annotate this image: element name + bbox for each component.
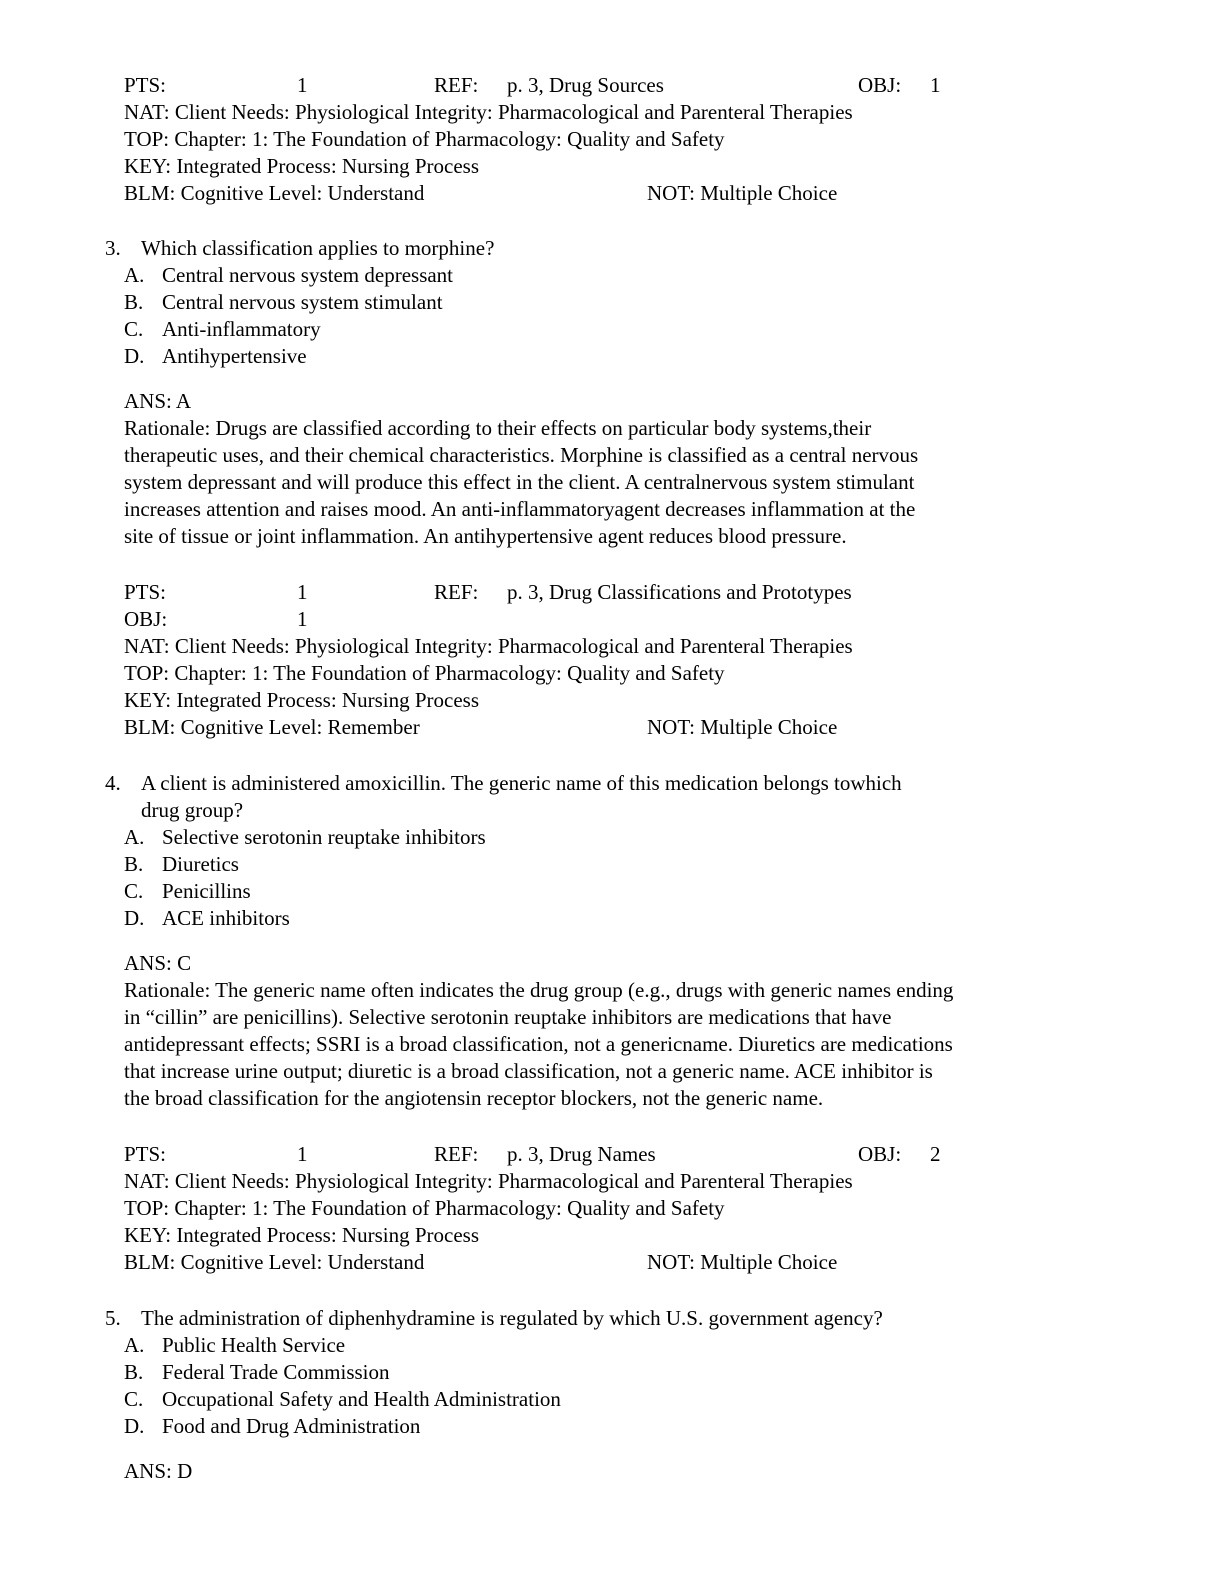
nat-line: NAT: Client Needs: Physiological Integrity: Pharmacological and Parenteral Therapies — [124, 634, 853, 658]
option-text: Antihypertensive — [162, 344, 307, 368]
rationale-line: system depressant and will produce this effect in the client. A centralnervous system stimulant — [124, 470, 915, 494]
ref-value: p. 3, Drug Classifications and Prototypes — [507, 580, 852, 604]
not-line: NOT: Multiple Choice — [647, 1250, 838, 1274]
pts-label: PTS: — [124, 1142, 167, 1166]
not-line: NOT: Multiple Choice — [647, 715, 838, 739]
option-text: Diuretics — [162, 852, 239, 876]
rationale-line: in “cillin” are penicillins). Selective serotonin reuptake inhibitors are medications that have — [124, 1005, 892, 1029]
answer: ANS: C — [124, 951, 192, 975]
option-letter: C. — [124, 879, 144, 903]
top-line: TOP: Chapter: 1: The Foundation of Pharmacology: Quality and Safety — [124, 1196, 725, 1220]
key-line: KEY: Integrated Process: Nursing Process — [124, 154, 480, 178]
ref-label: REF: — [434, 580, 479, 604]
option-letter: B. — [124, 1360, 144, 1384]
option-text: Central nervous system stimulant — [162, 290, 443, 314]
nat-line: NAT: Client Needs: Physiological Integrity: Pharmacological and Parenteral Therapies — [124, 1169, 853, 1193]
rationale-line: site of tissue or joint inflammation. An antihypertensive agent reduces blood pressure. — [124, 524, 847, 548]
question-stem: Which classification applies to morphine? — [141, 236, 495, 260]
question-stem-cont: drug group? — [141, 798, 244, 822]
question-number: 3. — [105, 236, 121, 260]
ref-value: p. 3, Drug Names — [507, 1142, 656, 1166]
option-text: Penicillins — [162, 879, 251, 903]
obj-value: 2 — [930, 1142, 941, 1166]
option-letter: C. — [124, 317, 144, 341]
rationale-line: increases attention and raises mood. An anti-inflammatoryagent decreases inflammation at the — [124, 497, 916, 521]
rationale-line: therapeutic uses, and their chemical characteristics. Morphine is classified as a central nervous — [124, 443, 919, 467]
option-text: Anti-inflammatory — [162, 317, 321, 341]
option-letter: A. — [124, 263, 145, 287]
option-letter: A. — [124, 825, 145, 849]
rationale-line: Rationale: The generic name often indicates the drug group (e.g., drugs with generic names ending — [124, 978, 954, 1002]
answer: ANS: A — [124, 389, 192, 413]
top-line: TOP: Chapter: 1: The Foundation of Pharmacology: Quality and Safety — [124, 661, 725, 685]
option-letter: B. — [124, 852, 144, 876]
rationale-line: the broad classification for the angiotensin receptor blockers, not the generic name. — [124, 1086, 824, 1110]
option-text: Selective serotonin reuptake inhibitors — [162, 825, 486, 849]
answer: ANS: D — [124, 1459, 193, 1483]
option-text: Central nervous system depressant — [162, 263, 454, 287]
option-text: Public Health Service — [162, 1333, 346, 1357]
option-text: ACE inhibitors — [162, 906, 290, 930]
option-letter: B. — [124, 290, 144, 314]
question-stem: A client is administered amoxicillin. The generic name of this medication belongs towhich — [141, 771, 902, 795]
option-letter: D. — [124, 1414, 145, 1438]
blm-line: BLM: Cognitive Level: Understand — [124, 1250, 425, 1274]
pts-value: 1 — [297, 580, 308, 604]
obj-label: OBJ: — [124, 607, 168, 631]
key-line: KEY: Integrated Process: Nursing Process — [124, 688, 480, 712]
option-text: Food and Drug Administration — [162, 1414, 421, 1438]
ref-label: REF: — [434, 1142, 479, 1166]
pts-label: PTS: — [124, 73, 167, 97]
option-letter: D. — [124, 906, 145, 930]
nat-line: NAT: Client Needs: Physiological Integrity: Pharmacological and Parenteral Therapies — [124, 100, 853, 124]
pts-label: PTS: — [124, 580, 167, 604]
question-number: 4. — [105, 771, 121, 795]
rationale-line: antidepressant effects; SSRI is a broad classification, not a genericname. Diuretics are medications — [124, 1032, 953, 1056]
rationale-line: that increase urine output; diuretic is a broad classification, not a generic name. ACE inhibitor is — [124, 1059, 933, 1083]
option-letter: C. — [124, 1387, 144, 1411]
obj-label: OBJ: — [858, 73, 902, 97]
option-text: Occupational Safety and Health Administration — [162, 1387, 561, 1411]
question-number: 5. — [105, 1306, 121, 1330]
blm-line: BLM: Cognitive Level: Understand — [124, 181, 425, 205]
pts-value: 1 — [297, 1142, 308, 1166]
option-letter: A. — [124, 1333, 145, 1357]
rationale-line: Rationale: Drugs are classified according to their effects on particular body systems,their — [124, 416, 872, 440]
pts-value: 1 — [297, 73, 308, 97]
key-line: KEY: Integrated Process: Nursing Process — [124, 1223, 480, 1247]
obj-value: 1 — [297, 607, 308, 631]
top-line: TOP: Chapter: 1: The Foundation of Pharmacology: Quality and Safety — [124, 127, 725, 151]
obj-label: OBJ: — [858, 1142, 902, 1166]
obj-value: 1 — [930, 73, 941, 97]
ref-value: p. 3, Drug Sources — [507, 73, 664, 97]
blm-line: BLM: Cognitive Level: Remember — [124, 715, 420, 739]
option-letter: D. — [124, 344, 145, 368]
ref-label: REF: — [434, 73, 479, 97]
question-stem: The administration of diphenhydramine is regulated by which U.S. government agency? — [141, 1306, 883, 1330]
option-text: Federal Trade Commission — [162, 1360, 390, 1384]
not-line: NOT: Multiple Choice — [647, 181, 838, 205]
